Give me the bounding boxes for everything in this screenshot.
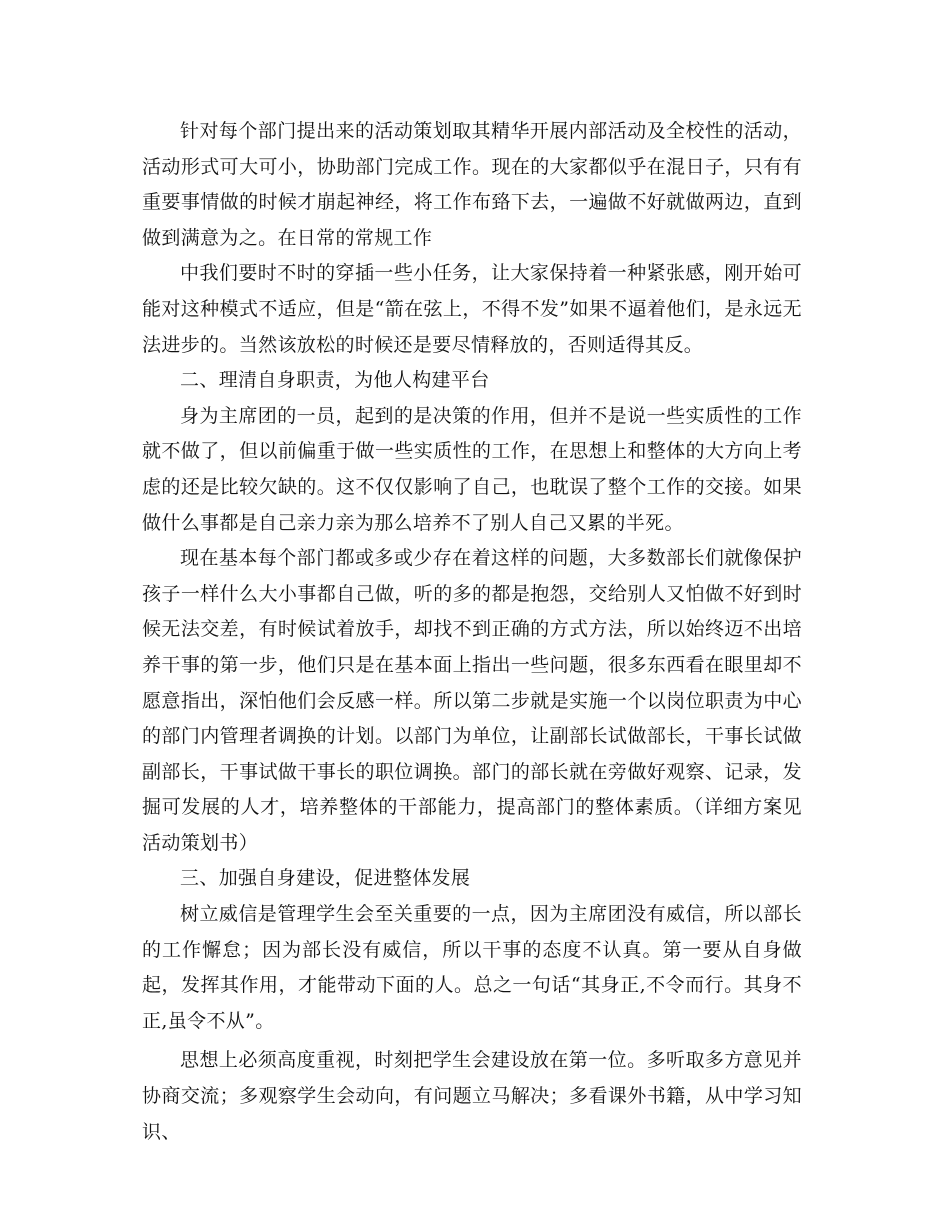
paragraph-presidium-role: 身为主席团的一员，起到的是决策的作用，但并不是说一些实质性的工作就不做了，但以前偏重于做一些实质性的工作，在思想上和整体的大方向上考虑的还是比较欠缺的。这不仅仅影响了自己，也耽误了整个工作的交接。如果做什么事都是自己亲力亲为那么培养不了别人自己又累的半死。 — [142, 404, 802, 534]
document-body — [142, 114, 802, 1150]
paragraph-activity-planning: 针对每个部门提出来的活动策划取其精华开展内部活动及全校性的活动，活动形式可大可小，协助部门完成工作。现在的大家都似乎在混日子，只有有重要事情做的时候才崩起神经，将工作布臵下去，一遍做不好就做两边，直到做到满意为之。在日常的常规工作 — [142, 120, 802, 249]
paragraph-attitude: 思想上必须高度重视，时刻把学生会建设放在第一位。多听取多方意见并协商交流；多观察学生会动向，有问题立马解决；多看课外书籍，从中学习知识、 — [142, 1049, 802, 1143]
paragraph-authority: 树立威信是管理学生会至关重要的一点，因为主席团没有威信，所以部长的工作懈怠；因为部长没有威信，所以干事的态度不认真。第一要从自身做起，发挥其作用，才能带动下面的人。总之一句话“其身正,不令而行。其身不正,虽令不从”。 — [142, 903, 802, 1032]
section-heading-self-building: 三、加强自身建设，促进整体发展 — [180, 867, 471, 890]
paragraph-department-issues: 现在基本每个部门都或多或少存在着这样的问题，大多数部长们就像保护孩子一样什么大小事都自己做，听的多的都是抱怨，交给别人又怕做不好到时候无法交差，有时候试着放手，却找不到正确的方式方法，所以始终迈不出培养干事的第一步，他们只是在基本面上指出一些问题，很多东西看在眼里却不愿意指出，深怕他们会反感一样。所以第二步就是实施一个以岗位职责为中心的部门内管理者调换的计划。以部门为单位，让副部长试做部长，干事长试做副部长，干事试做干事长的职位调换。部门的部长就在旁做好观察、记录，发掘可发展的人才，培养整体的干部能力，提高部门的整体素质。（详细方案见活动策划书） — [142, 547, 802, 854]
paragraph-small-tasks: 中我们要时不时的穿插一些小任务，让大家保持着一种紧张感，刚开始可能对这种模式不适应，但是“箭在弦上，不得不发”如果不逼着他们，是永远无法进步的。当然该放松的时候还是要尽情释放的，否则适得其反。 — [142, 262, 802, 356]
section-heading-responsibilities: 二、理清自身职责，为他人构建平台 — [180, 369, 490, 392]
